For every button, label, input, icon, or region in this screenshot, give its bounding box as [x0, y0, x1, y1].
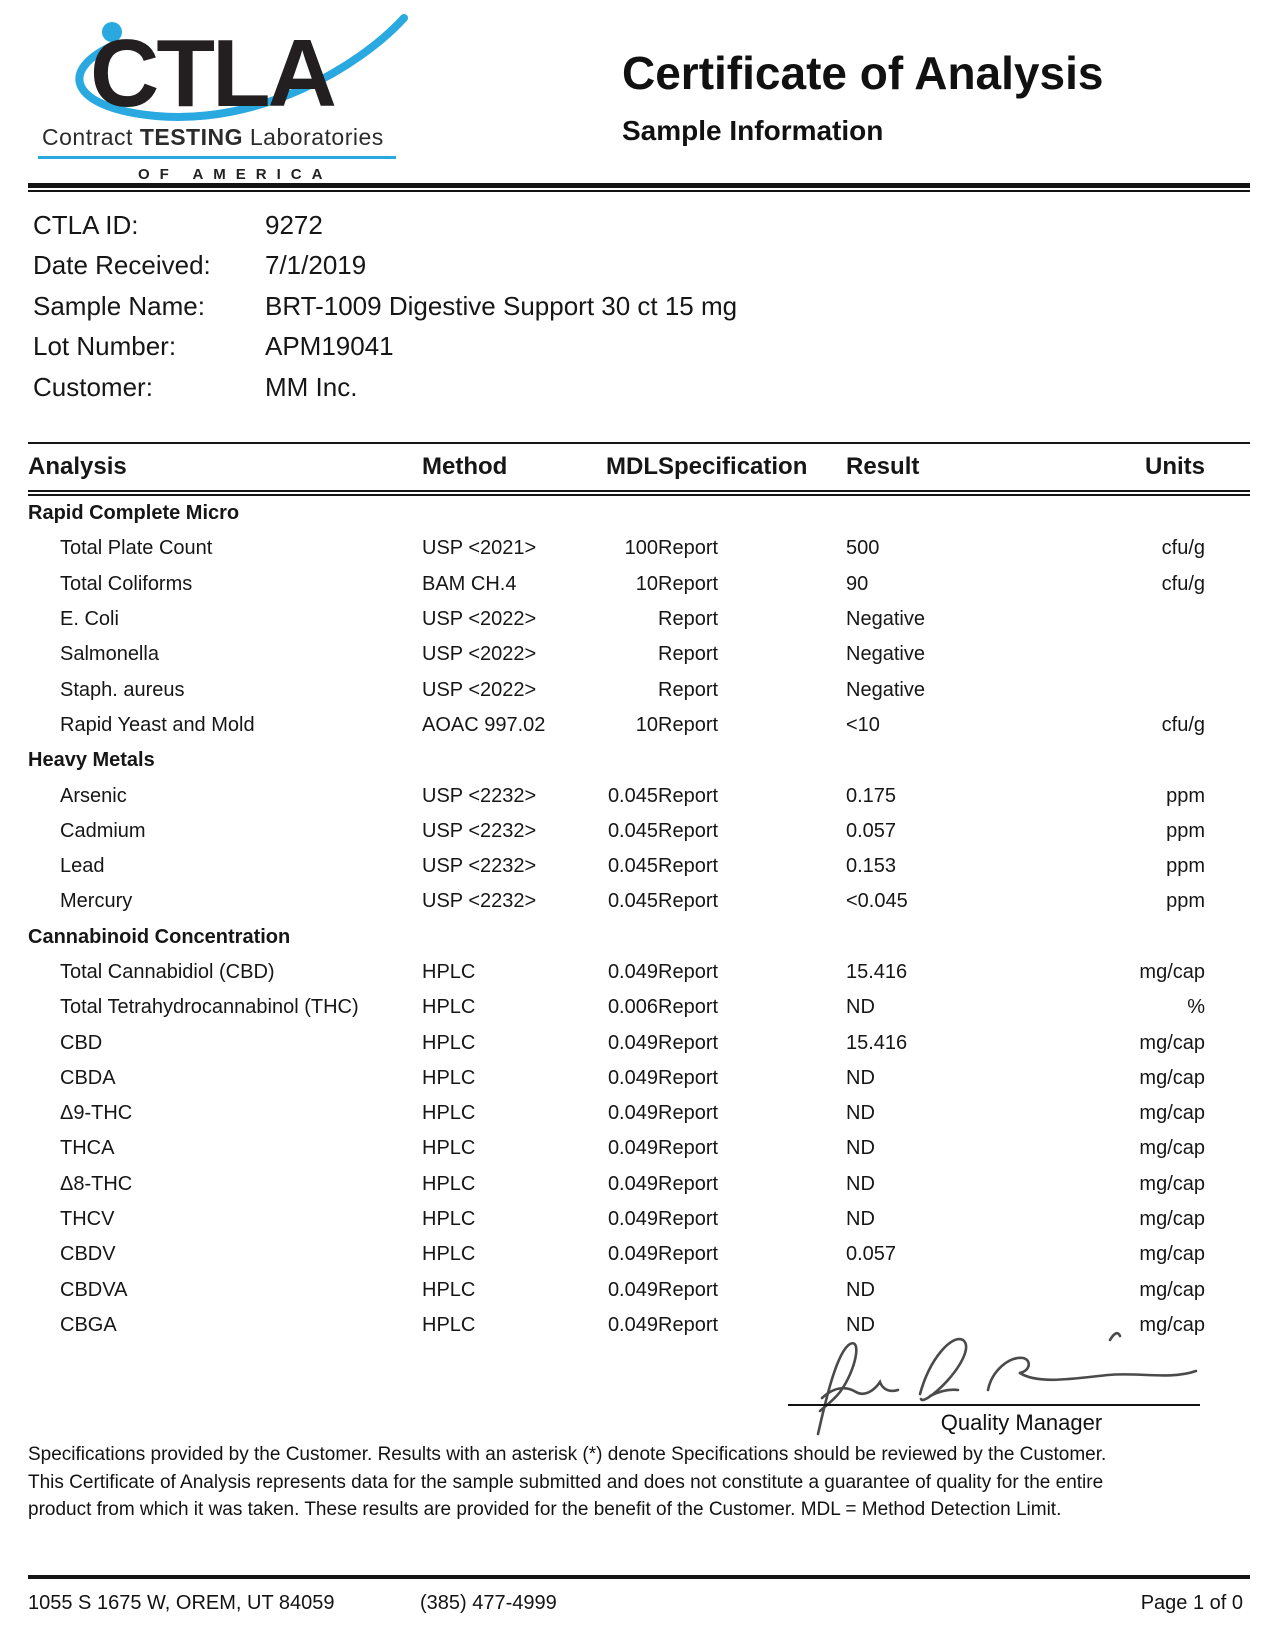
cell: 0.049 [607, 1137, 658, 1160]
cell: HPLC [422, 996, 476, 1019]
cell: mg/cap [1139, 1137, 1205, 1160]
cell: USP <2022> [422, 608, 537, 631]
cell: 0.049 [607, 1172, 658, 1195]
cell: 0.153 [846, 855, 897, 878]
cell [592, 602, 658, 637]
info-row [33, 205, 737, 246]
cell: ND [846, 996, 875, 1019]
cell: Report [658, 1031, 719, 1054]
cell: HPLC [422, 1172, 476, 1195]
table-row [28, 778, 1250, 813]
cell: Report [658, 1137, 719, 1160]
cell: Cadmium [60, 819, 146, 842]
cell: Lead [60, 855, 105, 878]
cell: Δ9-THC [60, 1102, 133, 1125]
table-row [28, 1273, 1250, 1308]
cell: 0.049 [607, 1243, 658, 1266]
cell [1076, 602, 1250, 637]
cell: 0.049 [607, 1278, 658, 1301]
letterhead-divider [28, 183, 1250, 192]
cell: 0.049 [607, 961, 658, 983]
cell: mg/cap [1139, 1208, 1205, 1231]
cell: USP <2021> [422, 537, 537, 560]
cell [592, 672, 658, 707]
logo-blue-rule [38, 156, 396, 159]
cell: 500 [846, 537, 880, 560]
cell: CBGA [60, 1313, 117, 1336]
cell: mg/cap [1139, 1031, 1205, 1054]
cell: cfu/g [1161, 572, 1205, 595]
table-row [28, 1167, 1250, 1202]
info-value: 7/1/2019 [265, 250, 367, 281]
cell: ND [846, 1208, 875, 1231]
table-row [28, 531, 1250, 566]
cell: Negative [846, 643, 925, 666]
cell: Report [658, 1066, 719, 1089]
cell: 90 [846, 572, 869, 595]
section-title: Heavy Metals [28, 749, 155, 772]
cell: ND [846, 1137, 875, 1160]
cell: USP <2232> [422, 819, 537, 842]
cell [1076, 672, 1250, 707]
section-row [28, 920, 1250, 955]
table-row [28, 708, 1250, 743]
cell: Report [658, 819, 719, 842]
section-title: Rapid Complete Micro [28, 502, 240, 525]
cell: BAM CH.4 [422, 572, 517, 595]
divider-thin-bar [28, 190, 1250, 192]
ctla-logo [30, 12, 430, 183]
lab-address: 1055 S 1675 W, OREM, UT 84059 [28, 1592, 335, 1614]
cell: CBDVA [60, 1278, 128, 1301]
info-row [33, 367, 737, 408]
info-label: Date Received: [33, 250, 211, 281]
table-row [28, 602, 1250, 637]
cell: cfu/g [1161, 713, 1205, 736]
logo-of-america: OF AMERICA [138, 166, 333, 183]
cell: mg/cap [1139, 1102, 1205, 1125]
disclaimer-line: Specifications provided by the Customer. Results with an asterisk (*) denote Specifications should be reviewed by the Customer. [28, 1444, 1107, 1465]
cell: cfu/g [1161, 537, 1205, 560]
info-value: 9272 [265, 209, 323, 240]
cell: USP <2022> [422, 643, 537, 666]
cell: <10 [846, 713, 880, 736]
cell: Report [658, 996, 719, 1019]
cell: Rapid Yeast and Mold [60, 713, 255, 736]
cell [1076, 637, 1250, 672]
info-value: APM19041 [265, 331, 394, 362]
cell: CBD [60, 1031, 103, 1054]
cell: Report [658, 572, 719, 595]
cell: Report [658, 1278, 719, 1301]
cell: ND [846, 1066, 875, 1089]
table-row [28, 1237, 1250, 1272]
cell: 10 [635, 713, 658, 736]
table-header-row [28, 443, 1250, 493]
cell: THCA [60, 1137, 115, 1160]
cell: USP <2232> [422, 890, 537, 913]
cell: mg/cap [1139, 1243, 1205, 1266]
cell: mg/cap [1139, 1172, 1205, 1195]
cell: CBDV [60, 1243, 116, 1266]
signature-title: Quality Manager [940, 1410, 1103, 1435]
cell: 0.045 [607, 890, 658, 913]
cell: % [1187, 996, 1205, 1019]
cell: HPLC [422, 1031, 476, 1054]
column-header-method: Method [422, 443, 592, 493]
cell: 15.416 [846, 1031, 908, 1054]
page-subtitle: Sample Information [622, 115, 884, 146]
cell: Report [658, 678, 719, 701]
disclaimer [28, 1441, 1250, 1524]
cell: Δ8-THC [60, 1172, 133, 1195]
cell: THCV [60, 1208, 115, 1231]
page-number: Page 1 of 0 [1140, 1592, 1243, 1614]
cell: Report [658, 1313, 719, 1336]
cell: 0.057 [846, 819, 897, 842]
disclaimer-line: This Certificate of Analysis represents data for the sample submitted and does not constitute a guarantee of quality for the entire [28, 1471, 1104, 1493]
lab-phone: (385) 477-4999 [420, 1592, 557, 1614]
table-row [28, 567, 1250, 602]
cell: 100 [624, 537, 658, 560]
cell: Report [658, 643, 719, 666]
divider-thick-bar [28, 183, 1250, 188]
cell: Report [658, 1102, 719, 1125]
cell: CBDA [60, 1066, 116, 1089]
cell: 0.045 [607, 784, 658, 807]
cell: Total Cannabidiol (CBD) [60, 961, 275, 983]
cell [592, 637, 658, 672]
sample-info [33, 205, 737, 408]
info-label: Customer: [33, 371, 153, 402]
cell: Report [658, 784, 719, 807]
cell: 0.049 [607, 1031, 658, 1054]
info-value: BRT-1009 Digestive Support 30 ct 15 mg [265, 290, 738, 321]
cell: 10 [635, 572, 658, 595]
table-row [28, 1025, 1250, 1060]
cell: 0.175 [846, 784, 897, 807]
cell: Mercury [60, 890, 133, 913]
cell: AOAC 997.02 [422, 713, 546, 736]
page-footer [28, 1592, 1243, 1615]
section-row [28, 743, 1250, 778]
cell: Report [658, 713, 719, 736]
cell: E. Coli [60, 608, 119, 631]
table-row [28, 637, 1250, 672]
cell: Salmonella [60, 643, 159, 666]
logo-tagline-word-bold: TESTING [139, 124, 243, 150]
cell: HPLC [422, 1208, 476, 1231]
table-row [28, 849, 1250, 884]
logo-tagline [30, 124, 430, 151]
table-row [28, 990, 1250, 1025]
cell: Arsenic [60, 784, 127, 807]
table-row [28, 1202, 1250, 1237]
signature-block [772, 1308, 1212, 1438]
cell: USP <2022> [422, 678, 537, 701]
cell: mg/cap [1139, 1313, 1205, 1336]
footer-rule [28, 1575, 1250, 1579]
info-label: CTLA ID: [33, 209, 139, 240]
disclaimer-line: product from which it was taken. These results are provided for the benefit of the Customer. MDL = Method Detection Limit. [28, 1499, 1062, 1520]
cell: 0.049 [607, 1208, 658, 1231]
page-title: Certificate of Analysis [622, 47, 1104, 99]
cell: 0.057 [846, 1243, 897, 1266]
cell: Report [658, 537, 719, 560]
analysis-table [28, 442, 1250, 1343]
cell: HPLC [422, 1278, 476, 1301]
cell: HPLC [422, 961, 476, 983]
cell: Negative [846, 608, 925, 631]
table-row [28, 1096, 1250, 1131]
cell: Report [658, 855, 719, 878]
cell: HPLC [422, 1102, 476, 1125]
section-row [28, 493, 1250, 531]
cell: HPLC [422, 1243, 476, 1266]
info-row [33, 327, 737, 368]
cell: 0.049 [607, 1102, 658, 1125]
cell: Report [658, 1208, 719, 1231]
cell: <0.045 [846, 890, 908, 913]
info-value: MM Inc. [265, 371, 358, 402]
cell: HPLC [422, 1313, 476, 1336]
cell: 15.416 [846, 961, 908, 983]
cell: 0.006 [607, 996, 658, 1019]
logo-acronym: CTLA [90, 20, 334, 124]
cell: mg/cap [1139, 1278, 1205, 1301]
cell: 0.049 [607, 1313, 658, 1336]
cell: 0.049 [607, 1066, 658, 1089]
cell: Negative [846, 678, 925, 701]
logo-tagline-word: Laboratories [249, 124, 384, 150]
cell: ppm [1166, 855, 1205, 878]
cell: Report [658, 1172, 719, 1195]
cell: Report [658, 961, 719, 983]
cell: ppm [1166, 890, 1205, 913]
title-block [622, 46, 1103, 147]
cell: ND [846, 1278, 875, 1301]
cell: USP <2232> [422, 784, 537, 807]
table-row [28, 672, 1250, 707]
table-row [28, 1131, 1250, 1166]
cell: Report [658, 890, 719, 913]
cell: HPLC [422, 1137, 476, 1160]
section-title: Cannabinoid Concentration [28, 925, 291, 948]
column-header-specification: Specification [658, 443, 846, 493]
cell: mg/cap [1139, 1066, 1205, 1089]
cell: 0.045 [607, 819, 658, 842]
cell: Total Coliforms [60, 572, 193, 595]
cell: Report [658, 608, 719, 631]
column-header-analysis: Analysis [28, 443, 422, 493]
cell: ppm [1166, 819, 1205, 842]
signature-line [788, 1404, 1200, 1406]
info-row [33, 246, 737, 287]
table-row [28, 1061, 1250, 1096]
cell: ND [846, 1102, 875, 1125]
logo-swoosh-icon [30, 12, 410, 124]
cell: ppm [1166, 784, 1205, 807]
ctla-logo-mark [30, 12, 410, 124]
cell: HPLC [422, 1066, 476, 1089]
cell: ND [846, 1172, 875, 1195]
column-header-units: Units [1076, 443, 1250, 493]
table-row [28, 955, 1250, 990]
cell: Staph. aureus [60, 678, 185, 701]
cell: Report [658, 1243, 719, 1266]
table-row [28, 884, 1250, 919]
info-label: Sample Name: [33, 290, 205, 321]
cell: ND [846, 1313, 875, 1336]
column-header-result: Result [846, 443, 1076, 493]
info-row [33, 286, 737, 327]
cell: Total Plate Count [60, 537, 213, 560]
cell: USP <2232> [422, 855, 537, 878]
logo-tagline-word: Contract [42, 124, 133, 150]
column-header-mdl: MDL [592, 443, 658, 493]
cell: mg/cap [1139, 961, 1205, 983]
table-row [28, 814, 1250, 849]
info-label: Lot Number: [33, 331, 177, 362]
cell: Total Tetrahydrocannabinol (THC) [60, 996, 359, 1019]
cell: 0.045 [607, 855, 658, 878]
